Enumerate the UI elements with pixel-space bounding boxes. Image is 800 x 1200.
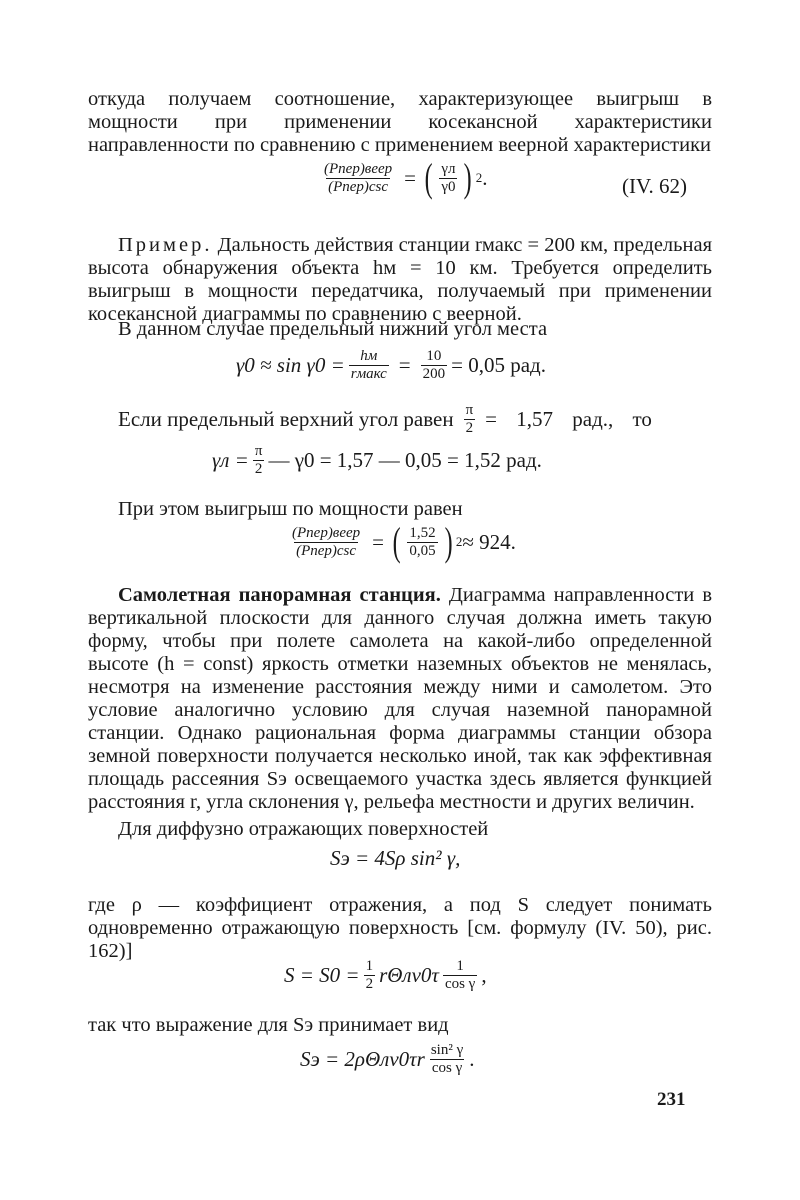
fraction-half — [364, 958, 376, 993]
section-text: Диаграмма направленности в вертикальной плоскости для данного случая должна иметь такую форму, чтобы при полете самолета на какой-либо определенной высоте (h = const) яркость отметки наземных объектов не менялась, несмотря на изменение расстояния между ними и самолетом. Это условие аналогично условию для случая наземной панорамной станции. Однако рациональная форма диаграммы станции обзора земной поверхности получается несколько иной, так как эффективная площадь рассеяния Sэ освещаемого участка здесь является функцией расстояния r, угла склонения γ, рельефа местности и других величин. — [88, 584, 713, 813]
equation-lhs: S = S0 = — [284, 963, 360, 987]
text-before: Если предельный верхний угол равен — [118, 407, 454, 431]
equation-se-diffuse: Sэ = 4Sρ sin² γ, — [330, 846, 461, 870]
fraction-10-over-200 — [421, 348, 448, 383]
paragraph-diffuse — [88, 818, 712, 841]
fraction-numerator: sin² γ — [430, 1042, 464, 1058]
fraction-numerator: (Pпер)веер — [324, 160, 393, 177]
fraction-power-ratio — [322, 161, 394, 196]
section-heading: Самолетная панорамная станция. — [118, 584, 441, 606]
fraction-numerator: hм — [360, 348, 378, 364]
fraction-denominator: cos γ — [444, 976, 476, 992]
fraction-denominator: 2 — [465, 420, 474, 436]
fraction-one-over-cos — [443, 958, 477, 993]
fraction-denominator: cos γ — [431, 1060, 463, 1076]
equation-gain: $\frac{\text{(Pпер)веер}}{\text{(Pпер)csc}}$ = ( $\frac{1,52}{0,05}$ ) 2 ≈ 924. — [292, 519, 516, 564]
paragraph-diffuse-text: Для диффузно отражающих поверхностей — [118, 818, 489, 840]
fraction-sin-over-cos — [429, 1042, 465, 1077]
fraction-number-ratio — [407, 525, 437, 560]
equation-lhs: γл = — [212, 448, 249, 472]
fraction-denominator: 2 — [254, 461, 263, 477]
equation-iv62: $\frac{\text{(Pпер)веер}}{\text{(Pпер)csc}}$ = ( $\frac{\gamma л}{\gamma 0}$ ) 2 . — [324, 155, 488, 200]
fraction-numerator: π — [254, 443, 263, 459]
fraction-numerator: γл — [441, 160, 456, 177]
equation-number: (IV. 62) — [622, 174, 687, 198]
equation-se-final — [300, 1042, 474, 1077]
paragraph-so: так что выражение для Sэ принимает вид — [88, 1014, 449, 1036]
example-text: Дальность действия станции rмакс = 200 км, предельная высота обнаружения объекта hм = 10 км. Требуется определить выигрыш в мощности передатчика, получаемый при применении косекансной диаграммы по сравнению с веерной. — [88, 234, 713, 325]
fraction-numerator: 1 — [365, 958, 374, 974]
section-airborne-station — [88, 584, 712, 814]
fraction-denominator: 0,05 — [409, 542, 436, 559]
equation-gamma0: γ0 ≈ sin γ0 = $\frac{hм}{\text{rмакс}}$ = $\frac{10}{200}$ = 0,05 рад. — [236, 348, 546, 382]
fraction-numerator: π — [465, 402, 474, 418]
equation-middle: rΘлv0τ — [379, 963, 439, 987]
equation-result: ≈ 924. — [462, 529, 516, 554]
page-number: 231 — [657, 1089, 686, 1110]
paragraph-angle-text: В данном случае предельный нижний угол места — [118, 318, 548, 340]
paragraph-angle — [88, 318, 712, 341]
fraction-numerator: 1 — [456, 958, 464, 974]
fraction-numerator: 10 — [426, 348, 442, 364]
fraction-h-over-r — [349, 348, 389, 383]
equation-result: = 0,05 рад. — [451, 353, 546, 377]
fraction-denominator: 200 — [422, 366, 446, 382]
fraction-pi-over-2 — [464, 402, 476, 437]
exponent: 2 — [475, 170, 483, 185]
fraction-numerator: (Pпер)веер — [292, 524, 361, 541]
fraction-denominator: (Pпер)csc — [296, 542, 357, 559]
fraction-gamma-ratio — [439, 161, 457, 196]
paragraph-gain — [88, 498, 712, 521]
equation-gamma-l — [212, 443, 542, 478]
paragraph-gain-text: При этом выигрыш по мощности равен — [118, 498, 463, 520]
text-after: = 1,57 рад., то — [485, 407, 652, 431]
equation-tail: , — [481, 963, 487, 987]
fraction-numerator: 1,52 — [409, 524, 436, 541]
example-label: Пример. — [118, 234, 213, 256]
fraction-power-ratio — [290, 525, 362, 560]
fraction-denominator: rмакс — [350, 366, 387, 382]
paragraph-rho: где ρ — коэффициент отражения, а под S следует понимать одновременно отражающую поверхность [см. формулу (IV. 50), рис. 162)] — [88, 894, 712, 962]
fraction-pi-over-2 — [253, 443, 265, 478]
exponent: 2 — [455, 534, 463, 549]
fraction-denominator: 2 — [365, 976, 374, 992]
paragraph-intro: откуда получаем соотношение, характеризующее выигрыш в мощности при применении косекансной характеристики направленности по сравнению с применением веерной характеристики — [88, 88, 712, 156]
paragraph-upper-angle — [118, 402, 652, 437]
paragraph-example — [88, 234, 712, 326]
fraction-denominator: γ0 — [441, 178, 456, 195]
equation-lhs: Sэ = 2ρΘлv0τr — [300, 1047, 425, 1071]
fraction-denominator: (Pпер)csc — [328, 178, 389, 195]
equation-lhs: γ0 ≈ sin γ0 = — [236, 353, 345, 377]
equation-rest: — γ0 = 1,57 — 0,05 = 1,52 рад. — [268, 448, 542, 472]
equation-s — [284, 958, 487, 993]
equation-tail: . — [469, 1047, 475, 1071]
